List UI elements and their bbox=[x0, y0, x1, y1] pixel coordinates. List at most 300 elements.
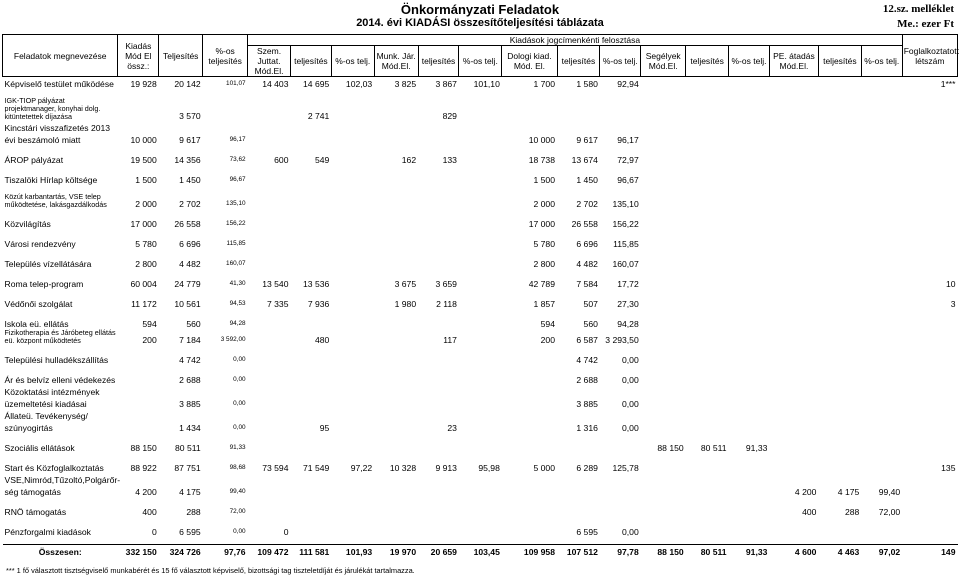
cell bbox=[418, 173, 459, 185]
cell: 96,67 bbox=[229, 175, 246, 183]
col-header-pct2: %-os telj. bbox=[331, 46, 374, 77]
cell: 0,00 bbox=[622, 374, 639, 385]
cell: 400 bbox=[802, 506, 817, 517]
row-label: Iskola eü. ellátás bbox=[4, 318, 69, 329]
table-row bbox=[3, 193, 958, 209]
cell bbox=[290, 121, 331, 133]
cell bbox=[374, 525, 418, 537]
cell: 7 584 bbox=[576, 278, 598, 289]
cell bbox=[374, 409, 418, 421]
cell bbox=[557, 409, 600, 421]
cell bbox=[118, 97, 159, 121]
spacer-row bbox=[3, 145, 958, 153]
cell bbox=[374, 473, 418, 485]
table-row bbox=[3, 257, 958, 269]
cell: 27,30 bbox=[617, 298, 639, 309]
cell: 96,17 bbox=[229, 135, 246, 143]
cell bbox=[818, 121, 861, 133]
cell bbox=[248, 353, 291, 365]
cell: 102,03 bbox=[345, 78, 373, 89]
table-row bbox=[3, 173, 958, 185]
cell bbox=[331, 133, 374, 145]
cell: 97,76 bbox=[203, 545, 248, 557]
cell bbox=[118, 353, 159, 365]
cell bbox=[686, 237, 729, 249]
cell bbox=[769, 409, 818, 421]
cell: 0 bbox=[151, 526, 157, 537]
cell bbox=[248, 329, 291, 345]
table-row bbox=[3, 473, 958, 485]
cell: 101,07 bbox=[226, 79, 246, 87]
cell bbox=[502, 473, 557, 485]
cell: 560 bbox=[186, 318, 201, 329]
cell bbox=[686, 473, 729, 485]
row-label: Tiszalöki Hírlap költsége bbox=[4, 174, 98, 185]
cell bbox=[729, 297, 770, 309]
cell: 88 150 bbox=[657, 442, 684, 453]
cell: 135,10 bbox=[612, 198, 639, 209]
cell bbox=[641, 297, 686, 309]
spacer-cell bbox=[3, 433, 958, 441]
table-row bbox=[3, 153, 958, 165]
cell bbox=[818, 97, 861, 121]
cell: 91,33 bbox=[729, 545, 770, 557]
cell bbox=[729, 237, 770, 249]
cell: 2 118 bbox=[436, 298, 457, 309]
cell bbox=[861, 397, 902, 409]
cell bbox=[769, 121, 818, 133]
cell bbox=[248, 409, 291, 421]
cell bbox=[902, 317, 957, 329]
cell: 5 000 bbox=[533, 462, 555, 473]
cell: 0,00 bbox=[233, 375, 246, 383]
page-subtitle: 2014. évi KIADÁSI összesítőteljesítési táblázata bbox=[356, 17, 604, 29]
cell: 7 936 bbox=[307, 298, 330, 309]
cell: 101,10 bbox=[473, 78, 500, 89]
cell: 156,22 bbox=[612, 218, 639, 229]
col-header-telj6: teljesítés bbox=[818, 46, 861, 77]
cell bbox=[331, 505, 374, 517]
cell bbox=[331, 173, 374, 185]
cell: 42 789 bbox=[528, 278, 555, 289]
cell: 1 500 bbox=[135, 174, 157, 185]
cell bbox=[418, 525, 459, 537]
table-row bbox=[3, 353, 958, 365]
table-row bbox=[3, 317, 958, 329]
cell bbox=[818, 473, 861, 485]
cell bbox=[686, 421, 729, 433]
cell: 2 000 bbox=[135, 198, 157, 209]
cell bbox=[818, 77, 861, 89]
cell bbox=[118, 121, 159, 133]
cell bbox=[374, 173, 418, 185]
cell: 94,53 bbox=[229, 299, 246, 307]
table-row bbox=[3, 485, 958, 497]
cell bbox=[818, 353, 861, 365]
cell bbox=[861, 277, 902, 289]
cell: 111 581 bbox=[290, 545, 331, 557]
cell bbox=[686, 317, 729, 329]
cell bbox=[902, 121, 957, 133]
table-row bbox=[3, 505, 958, 517]
cell: 101,93 bbox=[331, 545, 374, 557]
spacer-row bbox=[3, 453, 958, 461]
cell bbox=[818, 409, 861, 421]
cell bbox=[861, 373, 902, 385]
cell bbox=[600, 121, 641, 133]
cell: 4 482 bbox=[576, 258, 598, 269]
cell: 135,10 bbox=[226, 199, 246, 207]
cell: 0,00 bbox=[622, 422, 639, 433]
cell bbox=[331, 257, 374, 269]
col-header-pct3: %-os telj. bbox=[459, 46, 502, 77]
cell bbox=[769, 97, 818, 121]
row-label: Összesen: bbox=[3, 545, 118, 557]
cell bbox=[641, 461, 686, 473]
unit-label: Me.: ezer Ft bbox=[897, 18, 954, 30]
cell bbox=[729, 397, 770, 409]
spacer-row bbox=[3, 249, 958, 257]
cell: 149 bbox=[902, 545, 957, 557]
cell bbox=[248, 97, 291, 121]
table-row bbox=[3, 461, 958, 473]
cell bbox=[290, 485, 331, 497]
cell bbox=[769, 133, 818, 145]
cell bbox=[729, 473, 770, 485]
cell bbox=[290, 237, 331, 249]
cell bbox=[118, 409, 159, 421]
cell bbox=[331, 237, 374, 249]
cell bbox=[641, 317, 686, 329]
cell bbox=[459, 257, 502, 269]
cell: 20 142 bbox=[174, 78, 201, 89]
cell bbox=[641, 505, 686, 517]
cell: 80 511 bbox=[686, 545, 729, 557]
cell: 109 958 bbox=[502, 545, 557, 557]
cell: 162 bbox=[401, 154, 417, 165]
cell bbox=[686, 257, 729, 269]
cell bbox=[769, 385, 818, 397]
cell bbox=[686, 121, 729, 133]
cell bbox=[290, 133, 331, 145]
cell: 41,30 bbox=[229, 279, 246, 287]
cell bbox=[459, 277, 502, 289]
table-row bbox=[3, 97, 958, 121]
col-header-telj5: teljesítés bbox=[686, 46, 729, 77]
cell bbox=[557, 441, 600, 453]
spacer-row bbox=[3, 269, 958, 277]
cell: 332 150 bbox=[118, 545, 159, 557]
cell: 11 172 bbox=[131, 298, 157, 309]
cell bbox=[600, 97, 641, 121]
row-label: Védőnői szolgálat bbox=[4, 298, 73, 309]
spacer-cell bbox=[3, 209, 958, 217]
cell bbox=[374, 121, 418, 133]
cell: 109 472 bbox=[248, 545, 291, 557]
cell bbox=[818, 277, 861, 289]
cell: 3 293,50 bbox=[605, 334, 639, 345]
cell: 1 500 bbox=[533, 174, 555, 185]
cell: 594 bbox=[142, 318, 157, 329]
cell: 3 675 bbox=[394, 278, 417, 289]
cell bbox=[248, 317, 291, 329]
cell: 87 751 bbox=[174, 462, 201, 473]
cell bbox=[502, 121, 557, 133]
cell bbox=[248, 485, 291, 497]
cell bbox=[418, 353, 459, 365]
cell: 26 558 bbox=[571, 218, 598, 229]
cell bbox=[459, 353, 502, 365]
cell: 14 356 bbox=[174, 154, 201, 165]
cell bbox=[159, 409, 203, 421]
cell bbox=[818, 525, 861, 537]
cell bbox=[290, 217, 331, 229]
cell: 24 779 bbox=[174, 278, 201, 289]
cell bbox=[331, 409, 374, 421]
cell: 6 595 bbox=[576, 526, 598, 537]
cell: 6 587 bbox=[576, 334, 598, 345]
cell bbox=[331, 373, 374, 385]
cell: 3 592,00 bbox=[220, 335, 246, 343]
cell bbox=[902, 353, 957, 365]
cell bbox=[686, 373, 729, 385]
cell: 288 bbox=[844, 506, 860, 517]
cell bbox=[686, 461, 729, 473]
cell bbox=[600, 441, 641, 453]
cell bbox=[641, 153, 686, 165]
cell bbox=[641, 329, 686, 345]
footnote: *** 1 fő választott tisztségviselő munkabérét és 15 fő választott képviselő, bizottsági tag tiszteletdíját és járulékát tartalmazza. bbox=[6, 566, 415, 575]
row-label: Települési hulladékszállítás bbox=[4, 354, 109, 365]
cell bbox=[248, 121, 291, 133]
cell: 13 540 bbox=[262, 278, 289, 289]
cell bbox=[769, 77, 818, 89]
row-label: Ár és belvíz elleni védekezés bbox=[4, 374, 116, 385]
cell: 23 bbox=[447, 422, 457, 433]
cell bbox=[902, 217, 957, 229]
cell bbox=[290, 193, 331, 209]
cell bbox=[374, 317, 418, 329]
cell bbox=[729, 193, 770, 209]
table-row bbox=[3, 421, 958, 433]
cell bbox=[418, 485, 459, 497]
cell: 10 000 bbox=[130, 134, 157, 145]
spacer-row bbox=[3, 497, 958, 505]
cell bbox=[818, 133, 861, 145]
table-row bbox=[3, 441, 958, 453]
col-header-szemjut: Szem. Juttat. Mód.El. bbox=[248, 46, 291, 77]
cell bbox=[861, 77, 902, 89]
cell bbox=[729, 133, 770, 145]
cell bbox=[769, 317, 818, 329]
cell bbox=[459, 217, 502, 229]
cell bbox=[557, 485, 600, 497]
cell bbox=[818, 257, 861, 269]
cell bbox=[641, 397, 686, 409]
cell: 2 688 bbox=[179, 374, 201, 385]
row-label: ség támogatás bbox=[4, 486, 61, 497]
cell bbox=[159, 121, 203, 133]
cell: 2 688 bbox=[576, 374, 598, 385]
cell: 95,98 bbox=[478, 462, 500, 473]
cell bbox=[818, 421, 861, 433]
cell bbox=[248, 373, 291, 385]
cell bbox=[686, 409, 729, 421]
cell: 2 702 bbox=[576, 198, 598, 209]
cell bbox=[686, 153, 729, 165]
annex-number: 12.sz. melléklet bbox=[882, 3, 954, 15]
cell: 94,28 bbox=[617, 318, 639, 329]
cell bbox=[331, 525, 374, 537]
cell bbox=[418, 473, 459, 485]
cell bbox=[641, 237, 686, 249]
cell bbox=[686, 353, 729, 365]
row-label: Városi rendezvény bbox=[4, 238, 76, 249]
cell: 156,22 bbox=[226, 219, 246, 227]
cell bbox=[118, 385, 159, 397]
cell bbox=[502, 485, 557, 497]
cell bbox=[861, 317, 902, 329]
cell bbox=[861, 121, 902, 133]
row-label: Közvilágítás bbox=[4, 218, 51, 229]
cell bbox=[769, 329, 818, 345]
cell bbox=[418, 237, 459, 249]
cell bbox=[502, 421, 557, 433]
spacer-cell bbox=[3, 269, 958, 277]
cell bbox=[459, 329, 502, 345]
cell bbox=[818, 173, 861, 185]
cell: 1 700 bbox=[533, 78, 555, 89]
cell bbox=[248, 217, 291, 229]
cell: 17 000 bbox=[130, 218, 157, 229]
cell bbox=[729, 525, 770, 537]
col-header-pct5: %-os telj. bbox=[729, 46, 770, 77]
cell bbox=[861, 257, 902, 269]
cell bbox=[118, 397, 159, 409]
cell: 600 bbox=[274, 154, 289, 165]
cell bbox=[902, 421, 957, 433]
cell bbox=[331, 441, 374, 453]
cell bbox=[600, 485, 641, 497]
cell: 80 511 bbox=[700, 442, 727, 453]
cell bbox=[290, 173, 331, 185]
spacer-cell bbox=[3, 497, 958, 505]
spacer-cell bbox=[3, 365, 958, 373]
cell: 6 289 bbox=[576, 462, 598, 473]
spacer-cell bbox=[3, 517, 958, 525]
page-title: Önkormányzati Feladatok bbox=[400, 2, 560, 17]
cell bbox=[861, 297, 902, 309]
cell: 94,28 bbox=[229, 319, 246, 327]
cell bbox=[641, 97, 686, 121]
row-label: VSE,Nimród,Tűzoltó,Polgárőr- bbox=[4, 474, 121, 485]
cell bbox=[769, 525, 818, 537]
cell: 160,07 bbox=[612, 258, 639, 269]
cell: 7 184 bbox=[179, 334, 201, 345]
cell bbox=[902, 473, 957, 485]
cell: 73 594 bbox=[262, 462, 289, 473]
cell bbox=[861, 217, 902, 229]
cell bbox=[686, 397, 729, 409]
cell: 3 bbox=[950, 298, 956, 309]
spacer-cell bbox=[3, 309, 958, 317]
cell: 19 500 bbox=[130, 154, 157, 165]
cell bbox=[769, 153, 818, 165]
cell bbox=[459, 133, 502, 145]
cell bbox=[459, 237, 502, 249]
cell: 0,00 bbox=[622, 354, 639, 365]
cell bbox=[861, 153, 902, 165]
cell bbox=[818, 237, 861, 249]
col-header-peatadas: PE. átadás Mód.El. bbox=[769, 46, 818, 77]
col-header-pct: %-os teljesítés bbox=[203, 35, 248, 77]
cell: 20 659 bbox=[418, 545, 459, 557]
cell bbox=[902, 505, 957, 517]
cell: 4 600 bbox=[769, 545, 818, 557]
cell: 0,00 bbox=[233, 355, 246, 363]
cell bbox=[641, 217, 686, 229]
cell bbox=[641, 525, 686, 537]
cell bbox=[290, 317, 331, 329]
cell: 4 175 bbox=[179, 486, 201, 497]
cell bbox=[418, 373, 459, 385]
cell bbox=[290, 525, 331, 537]
cell bbox=[902, 237, 957, 249]
row-label: Pénzforgalmi kiadások bbox=[4, 526, 91, 537]
cell bbox=[686, 133, 729, 145]
cell bbox=[502, 373, 557, 385]
cell bbox=[459, 505, 502, 517]
cell: 6 595 bbox=[179, 526, 201, 537]
spacer-row bbox=[3, 517, 958, 525]
cell bbox=[248, 397, 291, 409]
cell bbox=[290, 397, 331, 409]
cell bbox=[290, 373, 331, 385]
cell: 96,17 bbox=[617, 134, 639, 145]
cell: 2 800 bbox=[533, 258, 555, 269]
spacer-cell bbox=[3, 249, 958, 257]
cell bbox=[248, 257, 291, 269]
cell: 72,00 bbox=[878, 506, 901, 517]
cell: 4 482 bbox=[179, 258, 201, 269]
cell bbox=[818, 385, 861, 397]
cell bbox=[902, 385, 957, 397]
cell: 73,62 bbox=[229, 155, 246, 163]
cell bbox=[902, 153, 957, 165]
row-label: Szociális ellátások bbox=[4, 442, 75, 453]
cell bbox=[459, 121, 502, 133]
cell bbox=[374, 485, 418, 497]
cell bbox=[418, 317, 459, 329]
cell: 200 bbox=[540, 334, 555, 345]
cell bbox=[459, 97, 502, 121]
cell: 97,02 bbox=[861, 545, 902, 557]
cell bbox=[600, 409, 641, 421]
cell bbox=[418, 257, 459, 269]
spacer-row bbox=[3, 89, 958, 97]
cell bbox=[769, 193, 818, 209]
cell: 17,72 bbox=[617, 278, 639, 289]
cell bbox=[641, 485, 686, 497]
cell bbox=[331, 317, 374, 329]
cell bbox=[418, 441, 459, 453]
cell: 71 549 bbox=[303, 462, 330, 473]
cell bbox=[861, 353, 902, 365]
cell bbox=[729, 329, 770, 345]
cell bbox=[902, 525, 957, 537]
cell bbox=[248, 505, 291, 517]
cell: 0,00 bbox=[622, 398, 639, 409]
